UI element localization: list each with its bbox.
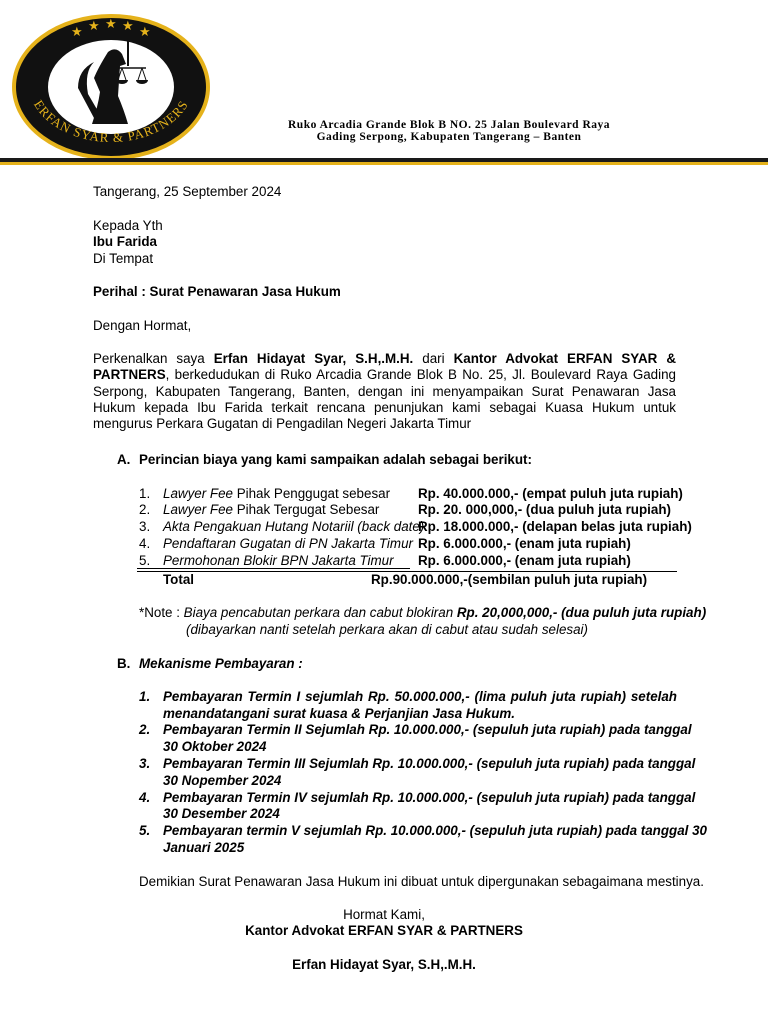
fee-item-desc: Lawyer Fee Pihak Tergugat Sebesar — [163, 502, 380, 517]
section-b-heading: Mekanisme Pembayaran : — [139, 656, 303, 671]
signature-firm: Kantor Advokat ERFAN SYAR & PARTNERS — [245, 923, 523, 938]
letter-subject: Perihal : Surat Penawaran Jasa Hukum — [93, 284, 341, 299]
firm-name: Kantor Advokat ERFAN SYAR & PARTNERS — [93, 351, 676, 383]
fee-item-amount: Rp. 20. 000,000,- (dua puluh juta rupiah) — [418, 502, 671, 517]
fee-row-underline — [137, 568, 410, 569]
section-b-letter: B. — [117, 656, 131, 671]
intro-paragraph: Perkenalkan saya Erfan Hidayat Syar, S.H,.M.H. dari Kantor Advokat ERFAN SYAR & PARTNERS, berkedudukan di Ruko Arcadia Grande Blok B No. 25, Jl. Boulevard Raya Gading Serpong, Kabupaten Tangerang, Banten, dengan ini menyampaikan Surat Penawaran Jasa Hukum kepada Ibu Farida terkait rencana penunjukan kami sebagai Kuasa Hukum untuk mengurus Perkara Gugatan di Pengadilan Negeri Jakarta Timur — [93, 351, 676, 432]
fee-item-amount: Rp. 40.000.000,- (empat puluh juta rupiah) — [418, 486, 683, 501]
svg-text:★: ★ — [122, 19, 134, 34]
fee-note-line2: (dibayarkan nanti setelah perkara akan di cabut atau sudah selesai) — [186, 622, 588, 637]
svg-text:★: ★ — [71, 25, 83, 40]
recipient-name: Ibu Farida — [93, 234, 157, 249]
fee-item-no: 2. — [139, 502, 151, 517]
signature-name: Erfan Hidayat Syar, S.H,.M.H. — [292, 957, 476, 972]
payment-item-no: 5. — [139, 823, 151, 838]
section-a-letter: A. — [117, 452, 131, 467]
payment-item-line2: Januari 2025 — [163, 840, 245, 855]
header-rule-gold — [0, 162, 768, 165]
payment-item-no: 2. — [139, 722, 151, 737]
payment-item-line2: 30 Oktober 2024 — [163, 739, 267, 754]
fee-item-amount: Rp. 6.000.000,- (enam juta rupiah) — [418, 553, 631, 568]
regards: Hormat Kami, — [343, 907, 425, 922]
payment-item-line2: menandatangani surat kuasa & Perjanjian Jasa Hukum. — [163, 706, 516, 721]
payment-item-no: 3. — [139, 756, 151, 771]
fee-item-no: 5. — [139, 553, 151, 568]
letterhead-address-line-1: Ruko Arcadia Grande Blok B NO. 25 Jalan Boulevard Raya — [288, 119, 610, 131]
to-label: Kepada Yth — [93, 218, 163, 233]
fee-item-no: 1. — [139, 486, 151, 501]
svg-text:★: ★ — [105, 17, 117, 32]
fee-item-desc: Akta Pengakuan Hutang Notariil (back date) — [163, 519, 425, 534]
fee-item-desc: Lawyer Fee Pihak Penggugat sebesar — [163, 486, 391, 501]
fee-note: *Note : Biaya pencabutan perkara dan cabut blokiran Rp. 20,000,000,- (dua puluh juta rupiah) — [139, 605, 707, 620]
payment-item-line2: 30 Nopember 2024 — [163, 773, 282, 788]
fee-item-no: 3. — [139, 519, 151, 534]
fee-item-desc: Permohonan Blokir BPN Jakarta Timur — [163, 553, 394, 568]
firm-logo — [10, 12, 212, 162]
payment-item-line1: Pembayaran Termin I sejumlah Rp. 50.000.000,- (lima puluh juta rupiah) setelah — [163, 689, 677, 704]
payment-item-line2: 30 Desember 2024 — [163, 806, 280, 821]
closing-statement: Demikian Surat Penawaran Jasa Hukum ini dibuat untuk dipergunakan sebagaimana mestinya. — [139, 874, 704, 889]
payment-item-line1: Pembayaran Termin III Sejumlah Rp. 10.000.000,- (sepuluh juta rupiah) pada tanggal — [163, 756, 696, 771]
payment-item-line1: Pembayaran Termin II Sejumlah Rp. 10.000.000,- (sepuluh juta rupiah) pada tanggal — [163, 722, 692, 737]
lawyer-name: Erfan Hidayat Syar, S.H,.M.H. — [213, 351, 414, 366]
letter-date: Tangerang, 25 September 2024 — [93, 184, 282, 199]
fee-total-label: Total — [163, 572, 194, 587]
payment-item-line1: Pembayaran termin V sejumlah Rp. 10.000.000,- (sepuluh juta rupiah) pada tanggal 30 — [163, 823, 707, 838]
fee-item-desc: Pendaftaran Gugatan di PN Jakarta Timur — [163, 536, 413, 551]
fee-item-no: 4. — [139, 536, 151, 551]
payment-item-line1: Pembayaran Termin IV sejumlah Rp. 10.000.000,- (sepuluh juta rupiah) pada tanggal — [163, 790, 696, 805]
greeting: Dengan Hormat, — [93, 318, 192, 333]
payment-item-no: 4. — [139, 790, 151, 805]
letterhead-address-line-2: Gading Serpong, Kabupaten Tangerang – Banten — [316, 131, 582, 143]
svg-text:★: ★ — [88, 19, 100, 34]
payment-item-no: 1. — [139, 689, 151, 704]
recipient-place: Di Tempat — [93, 251, 154, 266]
svg-text:ERFAN SYAR & PARTNERS: ERFAN SYAR & PARTNERS — [30, 97, 192, 146]
fee-item-amount: Rp. 6.000.000,- (enam juta rupiah) — [418, 536, 631, 551]
svg-text:★: ★ — [139, 25, 151, 40]
fee-item-amount: Rp. 18.000.000,- (delapan belas juta rupiah) — [418, 519, 692, 534]
section-a-heading: Perincian biaya yang kami sampaikan adalah sebagai berikut: — [139, 452, 532, 467]
fee-total-amount: Rp.90.000.000,-(sembilan puluh juta rupiah) — [371, 572, 648, 587]
